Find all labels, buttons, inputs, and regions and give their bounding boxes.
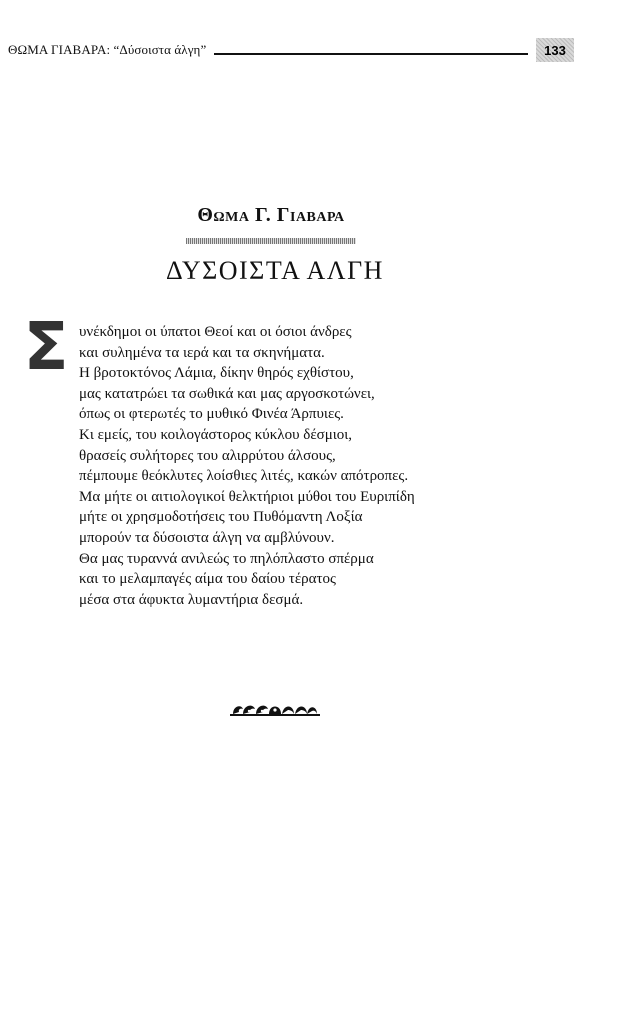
drop-cap: Σ <box>23 308 69 385</box>
header-rule <box>214 53 528 55</box>
poem-title: ΔΥΣΟΙΣΤΑ ΑΛΓΗ <box>166 256 384 285</box>
poem-line: πέμπουμε θεόκλυτες λοίσθιες λιτές, κακών απότροπες. <box>79 468 409 485</box>
poem-line: θρασείς συλήτορες του αλιρρύτου άλσους, <box>79 447 336 464</box>
poem-line: υνέκδημοι οι ύπατοι Θεοί και οι όσιοι άνδρες <box>79 324 352 340</box>
poem-line: μας κατατρώει τα σωθικά και μας αργοσκοτώνει, <box>79 385 375 402</box>
author-name: Θωμα Γ. Γιαβαρα <box>197 204 345 226</box>
poem-body <box>79 322 579 610</box>
running-title: ΘΩΜΑ ΓΙΑΒΑΡΑ: “Δύσοιστα άλγη” <box>8 42 207 57</box>
poem-line: Θα μας τυραννά ανιλεώς το πηλόπλαστο σπέρμα <box>79 550 374 567</box>
poem-line: μήτε οι χρησμοδοτήσεις του Πυθόμαντη Λοξία <box>79 509 363 526</box>
poem-line: όπως οι φτερωτές το μυθικό Φινέα Άρπυιες. <box>79 406 344 423</box>
poem-line: μέσα στα άφυκτα λυμαντήρια δεσμά. <box>79 591 304 608</box>
page-number: 133 <box>536 38 574 62</box>
poem-line: μπορούν τα δύσοιστα άλγη να αμβλύνουν. <box>79 529 335 546</box>
fleuron-border-ornament-icon <box>229 700 321 718</box>
poem-line: Η βροτοκτόνος Λάμια, δίκην θηρός εχθίστου, <box>79 365 354 382</box>
poem-line: Κι εμείς, του κοιλογάστορος κύκλου δέσμιοι, <box>79 426 353 443</box>
poem-line: Μα μήτε οι αιτιολογικοί θελκτήριοι μύθοι του Ευριπίδη <box>79 488 415 505</box>
poem-line: και το μελαμπαγές αίμα του δαίου τέρατος <box>79 571 336 588</box>
running-header <box>8 38 574 62</box>
poem-line: και συλημένα τα ιερά και τα σκηνήματα. <box>79 344 325 361</box>
author-underline <box>186 238 356 244</box>
